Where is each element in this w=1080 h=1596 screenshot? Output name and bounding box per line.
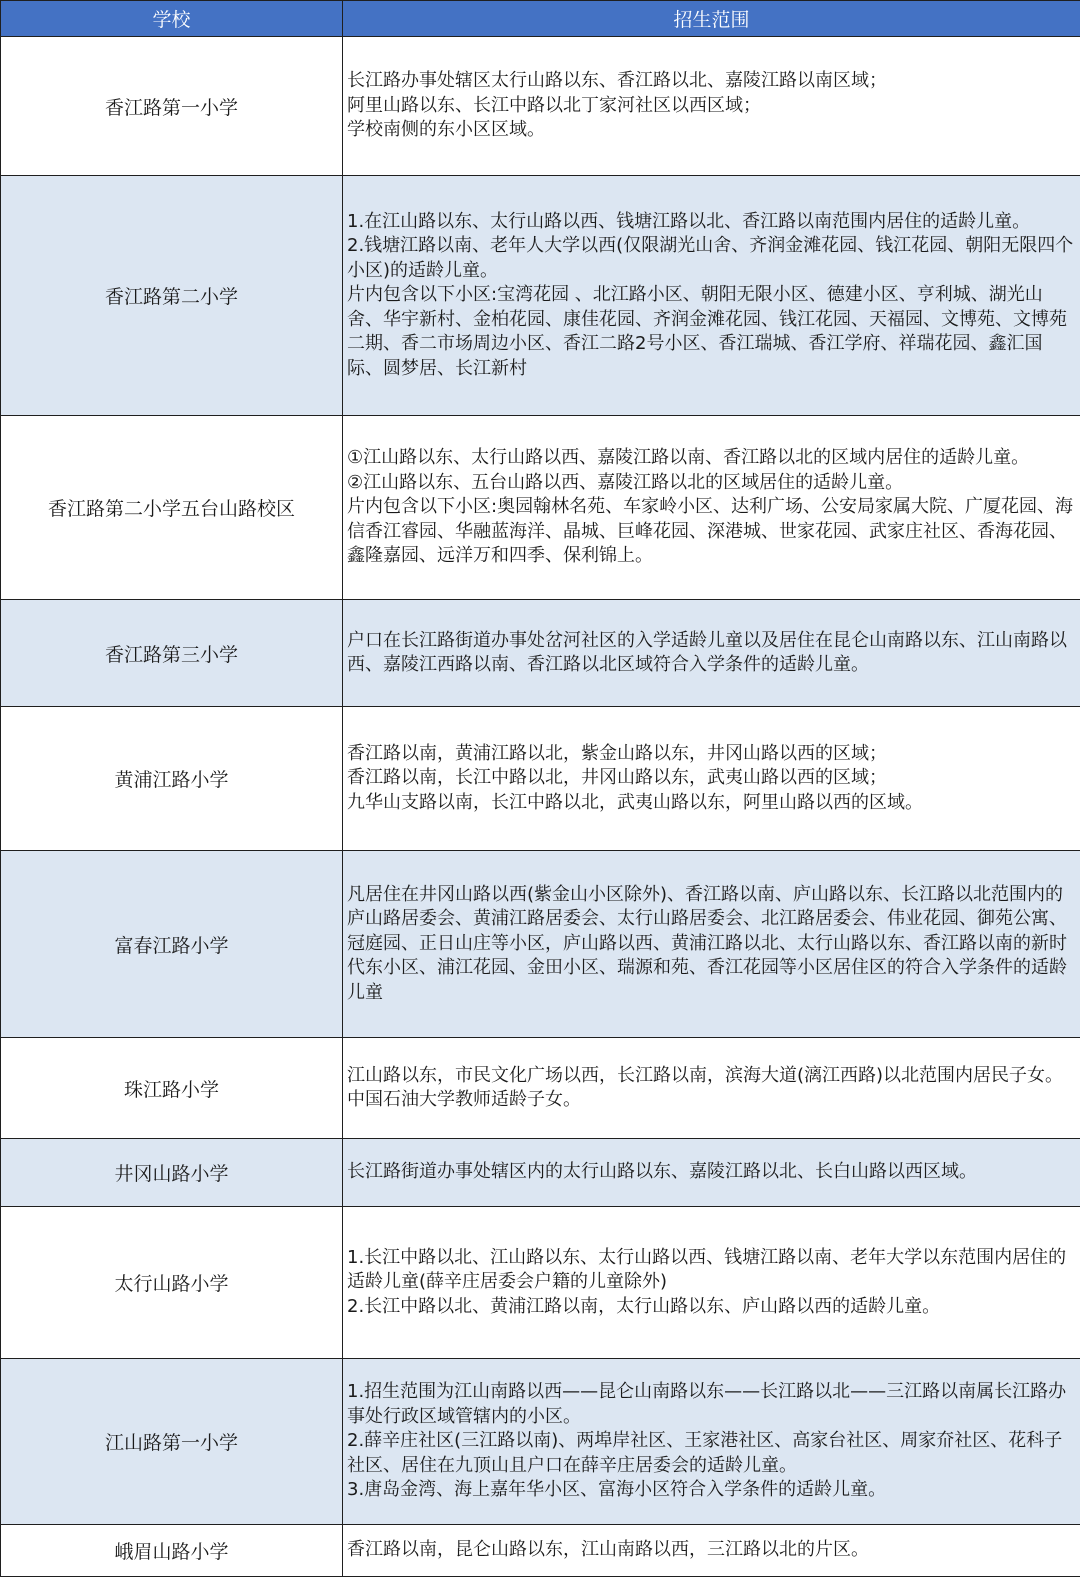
school-name: 香江路第三小学 — [1, 600, 343, 707]
enrollment-range: 户口在长江路街道办事处岔河社区的入学适龄儿童以及居住在昆仑山南路以东、江山南路以西、嘉陵江西路以南、香江路以北区域符合入学条件的适龄儿童。 — [343, 600, 1080, 707]
table-row — [1, 37, 1080, 176]
enrollment-range: 香江路以南，昆仑山路以东，江山南路以西，三江路以北的片区。 — [343, 1525, 1080, 1577]
table-row — [1, 176, 1080, 416]
table-row — [1, 851, 1080, 1038]
enrollment-range: 香江路以南，黄浦江路以北，紫金山路以东，井冈山路以西的区域； 香江路以南，长江中路以北，井冈山路以东，武夷山路以西的区域； 九华山支路以南，长江中路以北，武夷山路以东，阿里山路以西的区域。 — [343, 707, 1080, 851]
school-name: 香江路第一小学 — [1, 37, 343, 176]
table-row — [1, 707, 1080, 851]
enrollment-range: 1.招生范围为江山南路以西——昆仑山南路以东——长江路以北——三江路以南属长江路办事处行政区域管辖内的小区。 2.薛辛庄社区(三江路以南)、两埠岸社区、王家港社区、高家台社区、周家夼社区、花科子社区、居住在九顶山且户口在薛辛庄居委会的适龄儿童。 3.唐岛金湾、海上嘉年华小区、富海小区符合入学条件的适龄儿童。 — [343, 1359, 1080, 1525]
enrollment-range: 1.长江中路以北、江山路以东、太行山路以西、钱塘江路以南、老年大学以东范围内居住的适龄儿童(薛辛庄居委会户籍的儿童除外) 2.长江中路以北、黄浦江路以南，太行山路以东、庐山路以西的适龄儿童。 — [343, 1207, 1080, 1359]
school-name: 江山路第一小学 — [1, 1359, 343, 1525]
school-name: 香江路第二小学五台山路校区 — [1, 416, 343, 600]
enrollment-range: 1.在江山路以东、太行山路以西、钱塘江路以北、香江路以南范围内居住的适龄儿童。 2.钱塘江路以南、老年人大学以西(仅限湖光山舍、齐润金滩花园、钱江花园、朝阳无限四个小区)的适龄儿童。 片内包含以下小区:宝湾花园 、北江路小区、朝阳无限小区、德建小区、亨利城、湖光山舍、华宇新村、金柏花园、康佳花园、齐润金滩花园、钱江花园、天福园、文博苑、文博苑二期、香二市场周边小区、香江二路2号小区、香江瑞城、香江学府、祥瑞花园、鑫汇国际、圆梦居、长江新村 — [343, 176, 1080, 416]
school-name: 富春江路小学 — [1, 851, 343, 1038]
table-row — [1, 1207, 1080, 1359]
table-row — [1, 1139, 1080, 1207]
table-row — [1, 416, 1080, 600]
school-name: 黄浦江路小学 — [1, 707, 343, 851]
enrollment-range: 江山路以东，市民文化广场以西，长江路以南，滨海大道(漓江西路)以北范围内居民子女。中国石油大学教师适龄子女。 — [343, 1038, 1080, 1139]
table-row — [1, 1038, 1080, 1139]
table-row — [1, 600, 1080, 707]
school-name: 太行山路小学 — [1, 1207, 343, 1359]
header-school: 学校 — [1, 1, 343, 37]
school-name: 珠江路小学 — [1, 1038, 343, 1139]
enrollment-range: 长江路办事处辖区太行山路以东、香江路以北、嘉陵江路以南区域； 阿里山路以东、长江中路以北丁家河社区以西区域； 学校南侧的东小区区域。 — [343, 37, 1080, 176]
school-name: 峨眉山路小学 — [1, 1525, 343, 1577]
school-name: 香江路第二小学 — [1, 176, 343, 416]
enrollment-range: 凡居住在井冈山路以西(紫金山小区除外)、香江路以南、庐山路以东、长江路以北范围内的庐山路居委会、黄浦江路居委会、太行山路居委会、北江路居委会、伟业花园、御苑公寓、冠庭园、正日山庄等小区，庐山路以西、黄浦江路以北、太行山路以东、香江路以南的新时代东小区、浦江花园、金田小区、瑞源和苑、香江花园等小区居住区的符合入学条件的适龄儿童 — [343, 851, 1080, 1038]
header-range: 招生范围 — [343, 1, 1080, 37]
table-row — [1, 1359, 1080, 1525]
table-row — [1, 1525, 1080, 1577]
table-header-row — [1, 1, 1080, 37]
enrollment-range: 长江路街道办事处辖区内的太行山路以东、嘉陵江路以北、长白山路以西区域。 — [343, 1139, 1080, 1207]
school-name: 井冈山路小学 — [1, 1139, 343, 1207]
enrollment-range: ①江山路以东、太行山路以西、嘉陵江路以南、香江路以北的区域内居住的适龄儿童。 ②江山路以东、五台山路以西、嘉陵江路以北的区域居住的适龄儿童。 片内包含以下小区:奥园翰林名苑、车家岭小区、达利广场、公安局家属大院、广厦花园、海信香江睿园、华融蓝海洋、晶城、巨峰花园、深港城、世家花园、武家庄社区、香海花园、鑫隆嘉园、远洋万和四季、保利锦上。 — [343, 416, 1080, 600]
